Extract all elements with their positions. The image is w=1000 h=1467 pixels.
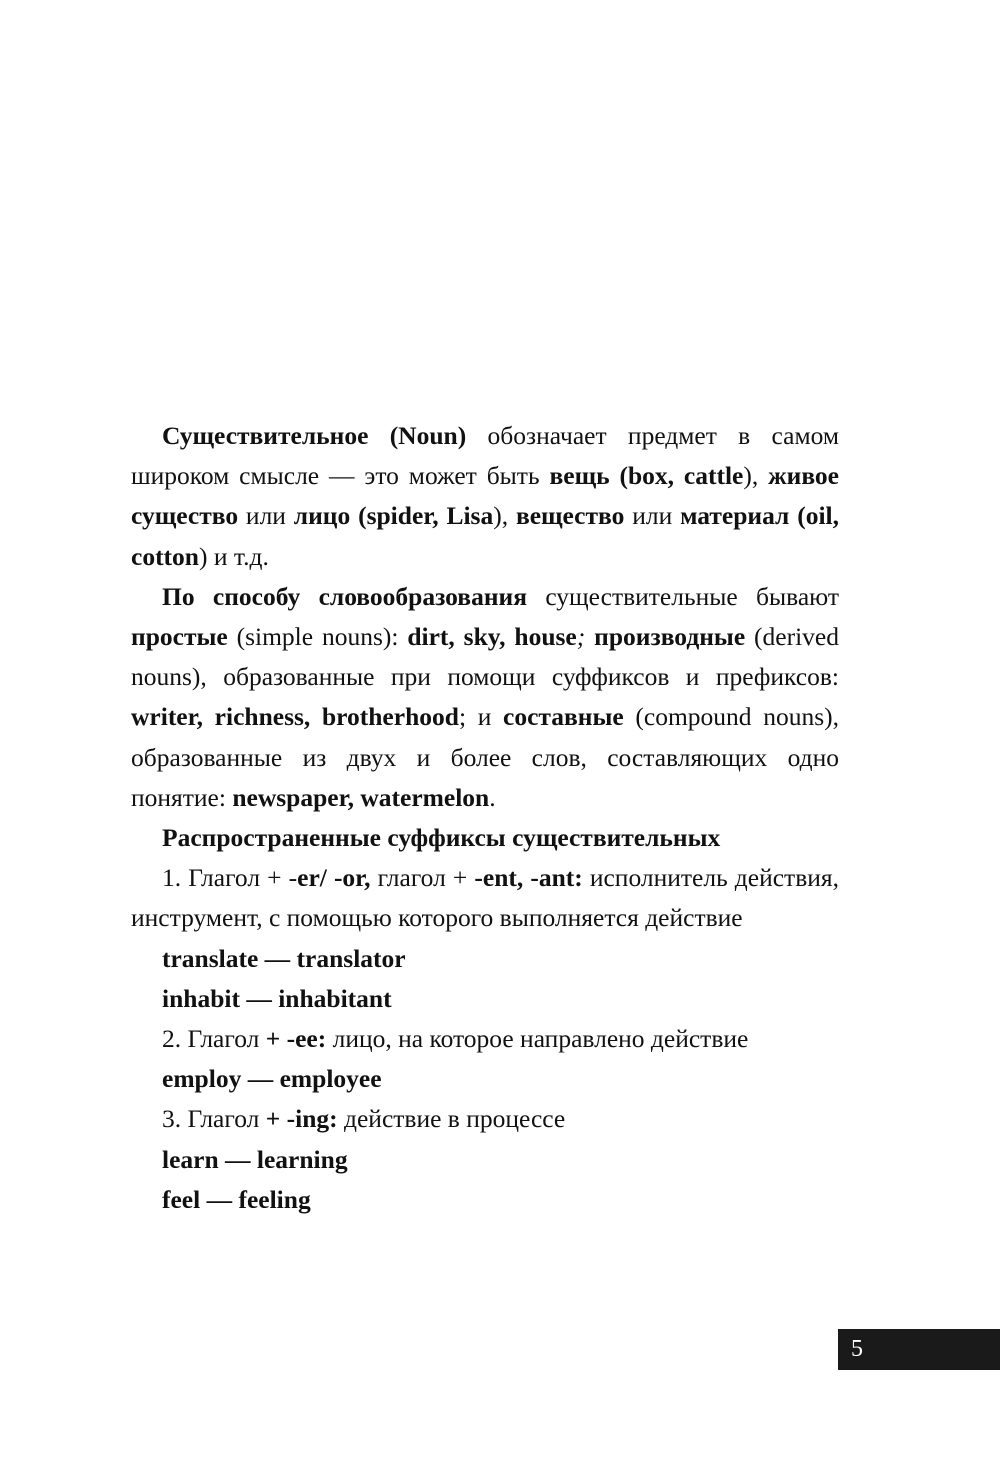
- suffix-rule-1: 1. Глагол + -er/ -or, глагол + -ent, -ant: исполнитель действия, инструмент, с помощью которого выполняется действие: [131, 863, 839, 933]
- example-line: translate — translator: [162, 943, 406, 973]
- term-noun: Существительное (Noun): [162, 421, 467, 450]
- suffix-rule-3: 3. Глагол + -ing: действие в процессе: [162, 1104, 566, 1134]
- word-formation-paragraph: По способу словообразования существительные бывают простые (simple nouns): dirt, sky, house; производные (derived nouns), образованные при помощи суффиксов и префиксов: writer, richness, brotherhood; и составные (compound nouns), образованные из двух и более слов, составляющих одно понятие: newspaper, watermelon.: [131, 581, 839, 812]
- example-line: employ — employee: [162, 1064, 382, 1094]
- suffix-rule-2: 2. Глагол + -ee: лицо, на которое направлено действие: [162, 1024, 749, 1054]
- page-body: [131, 416, 839, 1220]
- example-line: learn — learning: [162, 1144, 348, 1174]
- example-line: inhabit — inhabitant: [162, 983, 392, 1013]
- example-line: feel — feeling: [162, 1184, 311, 1214]
- noun-definition-paragraph: Существительное (Noun) обозначает предмет в самом широком смысле — это может быть вещь (box, cattle), живое существо или лицо (spider, Lisa), вещество или материал (oil, cotton) и т.д.: [131, 421, 840, 571]
- page-number-tab: [838, 1329, 1000, 1370]
- page-number: 5: [851, 1336, 863, 1362]
- section-heading: Распространенные суффиксы существительных: [162, 823, 721, 853]
